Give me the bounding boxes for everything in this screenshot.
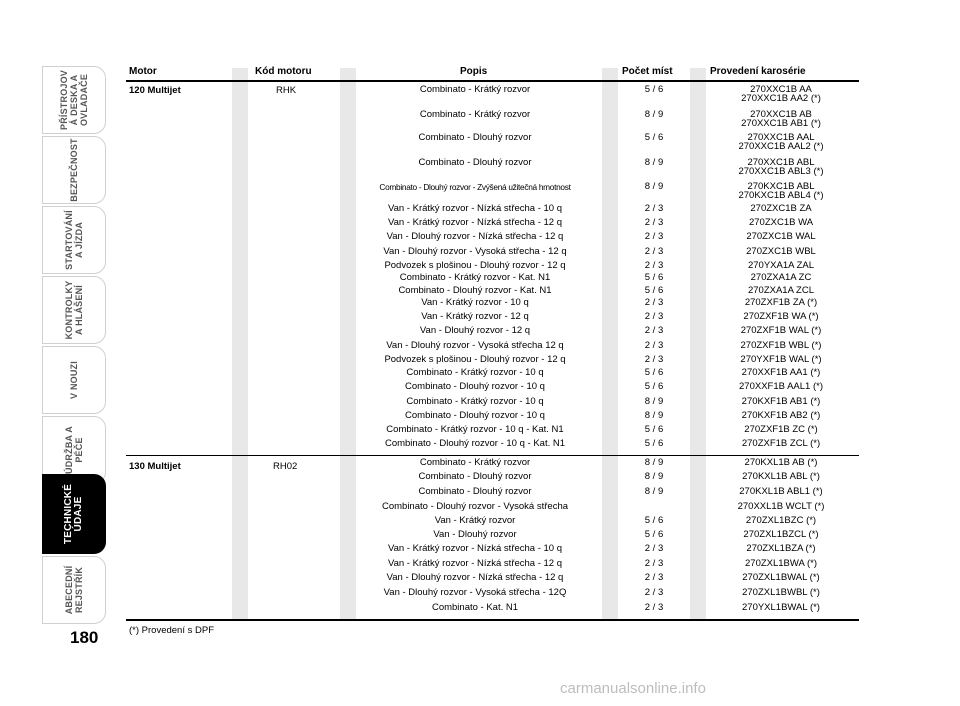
tab-label: STARTOVÁNÍ A JÍZDA [64, 210, 84, 270]
cell-popis: Van - Dlouhý rozvor - 12 q [419, 325, 531, 336]
cell-popis: Combinato - Dlouhý rozvor [418, 132, 532, 143]
cell-popis: Van - Krátký rozvor - 10 q [421, 297, 529, 308]
cell-pocet-mist: 5 / 6 [644, 424, 664, 435]
cell-pocet-mist: 5 / 6 [644, 132, 664, 143]
tab-label: ABECEDNÍ REJSTŘÍK [64, 565, 84, 615]
cell-popis: Podvozek s plošinou - Dlouhý rozvor - 12 q [384, 260, 566, 271]
cell-provedeni-karoserie: 270ZXF1B ZA (*) [744, 297, 818, 308]
cell-pocet-mist: 2 / 3 [644, 203, 664, 214]
cell-provedeni-karoserie: 270ZXF1B WAL (*) [740, 325, 822, 336]
tab-v-nouzi[interactable] [42, 346, 106, 414]
cell-popis: Combinato - Dlouhý rozvor [418, 486, 532, 497]
cell-popis: Combinato - Dlouhý rozvor - Vysoká střecha [381, 501, 569, 512]
cell-provedeni-karoserie: 270ZXL1BZCL (*) [743, 529, 819, 540]
cell-pocet-mist: 5 / 6 [644, 438, 664, 449]
header-provedeni-karoserie: Provedení karosérie [710, 66, 806, 77]
cell-popis: Van - Krátký rozvor - Nízká střecha - 12 q [387, 558, 563, 569]
tab-bezpecnost[interactable] [42, 136, 106, 204]
cell-pocet-mist: 8 / 9 [644, 457, 664, 468]
cell-pocet-mist: 8 / 9 [644, 157, 664, 168]
group-kod-motoru: RHK [276, 85, 297, 96]
cell-pocet-mist: 8 / 9 [644, 486, 664, 497]
cell-popis: Van - Dlouhý rozvor - Vysoká střecha - 12 q [383, 246, 567, 257]
cell-provedeni-karoserie: 270ZXA1A ZCL [747, 285, 814, 296]
cell-popis: Combinato - Dlouhý rozvor [418, 471, 532, 482]
cell-provedeni-karoserie: 270ZXA1A ZC [750, 272, 812, 283]
cell-pocet-mist: 2 / 3 [644, 231, 664, 242]
cell-popis: Combinato - Krátký rozvor - Kat. N1 [399, 272, 551, 283]
cell-popis: Van - Dlouhý rozvor [433, 529, 517, 540]
cell-pocet-mist: 8 / 9 [644, 109, 664, 120]
cell-popis: Combinato - Dlouhý rozvor [418, 157, 532, 168]
cell-pocet-mist: 5 / 6 [644, 381, 664, 392]
tab-kontrolky[interactable] [42, 276, 106, 344]
tab-startovani[interactable] [42, 206, 106, 274]
tab-label: KONTROLKY A HLÁŠENÍ [64, 280, 84, 340]
cell-popis: Van - Dlouhý rozvor - Vysoká střecha - 12Q [383, 587, 567, 598]
cell-popis: Combinato - Krátký rozvor - 10 q [406, 396, 544, 407]
group-kod-motoru: RH02 [273, 461, 298, 472]
tab-pristrojova-deska[interactable] [42, 66, 106, 134]
cell-provedeni-karoserie: 270ZXL1BWAL (*) [742, 572, 820, 583]
cell-popis: Combinato - Krátký rozvor [419, 109, 531, 120]
cell-pocet-mist: 2 / 3 [644, 311, 664, 322]
cell-provedeni-karoserie: 270KXF1B AB2 (*) [741, 410, 821, 421]
table-bottom-rule [126, 619, 859, 621]
cell-provedeni-karoserie: 270ZXF1B ZCL (*) [741, 438, 821, 449]
cell-pocet-mist: 2 / 3 [644, 260, 664, 271]
cell-pocet-mist: 2 / 3 [644, 587, 664, 598]
cell-pocet-mist: 8 / 9 [644, 471, 664, 482]
cell-provedeni-karoserie: 270ZXC1B WAL [746, 231, 816, 242]
tab-label: ÚDRŽBA A PÉČE [64, 426, 84, 474]
watermark: carmanualsonline.info [560, 680, 706, 697]
cell-popis: Combinato - Kat. N1 [431, 602, 519, 613]
cell-popis: Van - Dlouhý rozvor - Nízká střecha - 12 q [386, 231, 564, 242]
cell-popis: Van - Krátký rozvor - 12 q [421, 311, 529, 322]
cell-provedeni-karoserie: 270YXL1BWAL (*) [742, 602, 820, 613]
column-separator [690, 68, 706, 621]
cell-popis: Van - Dlouhý rozvor - Nízká střecha - 12 q [386, 572, 564, 583]
cell-provedeni-karoserie: 270ZXF1B WBL (*) [740, 340, 822, 351]
tab-abecedni-rejstrik[interactable] [42, 556, 106, 624]
cell-provedeni-karoserie: 270ZXL1BWA (*) [745, 558, 817, 569]
cell-provedeni-karoserie: 270ZXC1B ZA [750, 203, 812, 214]
column-separator [602, 68, 618, 621]
cell-provedeni-karoserie: 270XXC1B ABL 270XXC1B ABL3 (*) [738, 157, 824, 177]
cell-popis: Podvozek s plošinou - Dlouhý rozvor - 12 q [384, 354, 566, 365]
cell-pocet-mist: 2 / 3 [644, 340, 664, 351]
cell-provedeni-karoserie: 270KXL1B AB (*) [744, 457, 818, 468]
cell-provedeni-karoserie: 270YXA1A ZAL [747, 260, 815, 271]
cell-pocet-mist: 5 / 6 [644, 272, 664, 283]
cell-provedeni-karoserie: 270ZXL1BZA (*) [746, 543, 816, 554]
cell-provedeni-karoserie: 270YXF1B WAL (*) [740, 354, 822, 365]
cell-pocet-mist: 5 / 6 [644, 515, 664, 526]
tab-label: TECHNICKÉ ÚDAJE [63, 483, 84, 545]
cell-pocet-mist: 8 / 9 [644, 396, 664, 407]
cell-pocet-mist: 2 / 3 [644, 246, 664, 257]
cell-pocet-mist: 8 / 9 [644, 181, 664, 192]
cell-provedeni-karoserie: 270XXC1B AB 270XXC1B AB1 (*) [741, 109, 821, 129]
page-number: 180 [70, 628, 99, 647]
cell-popis: Van - Dlouhý rozvor - Vysoká střecha 12 q [386, 340, 564, 351]
group-divider [126, 455, 859, 456]
cell-provedeni-karoserie: 270KXC1B ABL 270KXC1B ABL4 (*) [738, 181, 824, 201]
tab-label: PŘÍSTROJOV Á DESKA A OVLADAČE [59, 69, 89, 131]
header-motor: Motor [129, 66, 157, 77]
column-separator [232, 68, 248, 621]
cell-popis: Combinato - Dlouhý rozvor - 10 q - Kat. N1 [384, 438, 566, 449]
cell-popis: Van - Krátký rozvor - Nízká střecha - 10 q [387, 543, 563, 554]
cell-provedeni-karoserie: 270ZXC1B WA [748, 217, 814, 228]
cell-popis: Combinato - Dlouhý rozvor - Zvýšená užitečná hmotnost [379, 182, 571, 192]
cell-pocet-mist: 5 / 6 [644, 367, 664, 378]
header-kod-motoru: Kód motoru [255, 66, 312, 77]
tab-label: BEZPEČNOST [69, 138, 79, 202]
cell-provedeni-karoserie: 270XXF1B AA1 (*) [741, 367, 821, 378]
cell-popis: Van - Krátký rozvor [434, 515, 516, 526]
cell-provedeni-karoserie: 270XXC1B AAL 270XXC1B AAL2 (*) [738, 132, 824, 152]
header-popis: Popis [460, 66, 488, 77]
cell-provedeni-karoserie: 270ZXL1BWBL (*) [742, 587, 820, 598]
header-pocet-mist: Počet míst [622, 66, 673, 77]
footnote: (*) Provedení s DPF [129, 625, 214, 636]
group-motor: 120 Multijet [129, 85, 181, 96]
cell-provedeni-karoserie: 270ZXF1B ZC (*) [744, 424, 818, 435]
cell-provedeni-karoserie: 270XXC1B AA 270XXC1B AA2 (*) [741, 84, 821, 104]
cell-provedeni-karoserie: 270ZXF1B WA (*) [743, 311, 819, 322]
cell-pocet-mist: 2 / 3 [644, 602, 664, 613]
cell-provedeni-karoserie: 270XXL1B WCLT (*) [737, 501, 825, 512]
header-rule [126, 80, 859, 82]
cell-pocet-mist: 2 / 3 [644, 543, 664, 554]
tab-label: V NOUZI [69, 361, 79, 399]
cell-popis: Combinato - Krátký rozvor - 10 q - Kat. N1 [386, 424, 564, 435]
cell-popis: Combinato - Krátký rozvor - 10 q [406, 367, 544, 378]
cell-pocet-mist: 5 / 6 [644, 84, 664, 95]
group-motor: 130 Multijet [129, 461, 181, 472]
cell-popis: Van - Krátký rozvor - Nízká střecha - 12 q [387, 217, 563, 228]
cell-pocet-mist: 2 / 3 [644, 572, 664, 583]
cell-pocet-mist: 2 / 3 [644, 354, 664, 365]
cell-provedeni-karoserie: 270XXF1B AAL1 (*) [739, 381, 823, 392]
cell-pocet-mist: 2 / 3 [644, 217, 664, 228]
cell-pocet-mist: 5 / 6 [644, 285, 664, 296]
cell-pocet-mist: 2 / 3 [644, 297, 664, 308]
cell-provedeni-karoserie: 270KXL1B ABL1 (*) [739, 486, 823, 497]
cell-popis: Combinato - Dlouhý rozvor - Kat. N1 [398, 285, 552, 296]
cell-provedeni-karoserie: 270KXL1B ABL (*) [742, 471, 820, 482]
cell-popis: Van - Krátký rozvor - Nízká střecha - 10 q [387, 203, 563, 214]
tab-technicke-udaje[interactable] [42, 474, 106, 554]
cell-popis: Combinato - Dlouhý rozvor - 10 q [405, 410, 545, 421]
cell-pocet-mist: 5 / 6 [644, 529, 664, 540]
cell-pocet-mist: 2 / 3 [644, 325, 664, 336]
cell-provedeni-karoserie: 270ZXC1B WBL [746, 246, 816, 257]
cell-provedeni-karoserie: 270ZXL1BZC (*) [745, 515, 817, 526]
cell-popis: Combinato - Krátký rozvor [419, 457, 531, 468]
cell-provedeni-karoserie: 270KXF1B AB1 (*) [741, 396, 821, 407]
cell-pocet-mist: 2 / 3 [644, 558, 664, 569]
cell-popis: Combinato - Dlouhý rozvor - 10 q [405, 381, 545, 392]
cell-pocet-mist: 8 / 9 [644, 410, 664, 421]
cell-popis: Combinato - Krátký rozvor [419, 84, 531, 95]
